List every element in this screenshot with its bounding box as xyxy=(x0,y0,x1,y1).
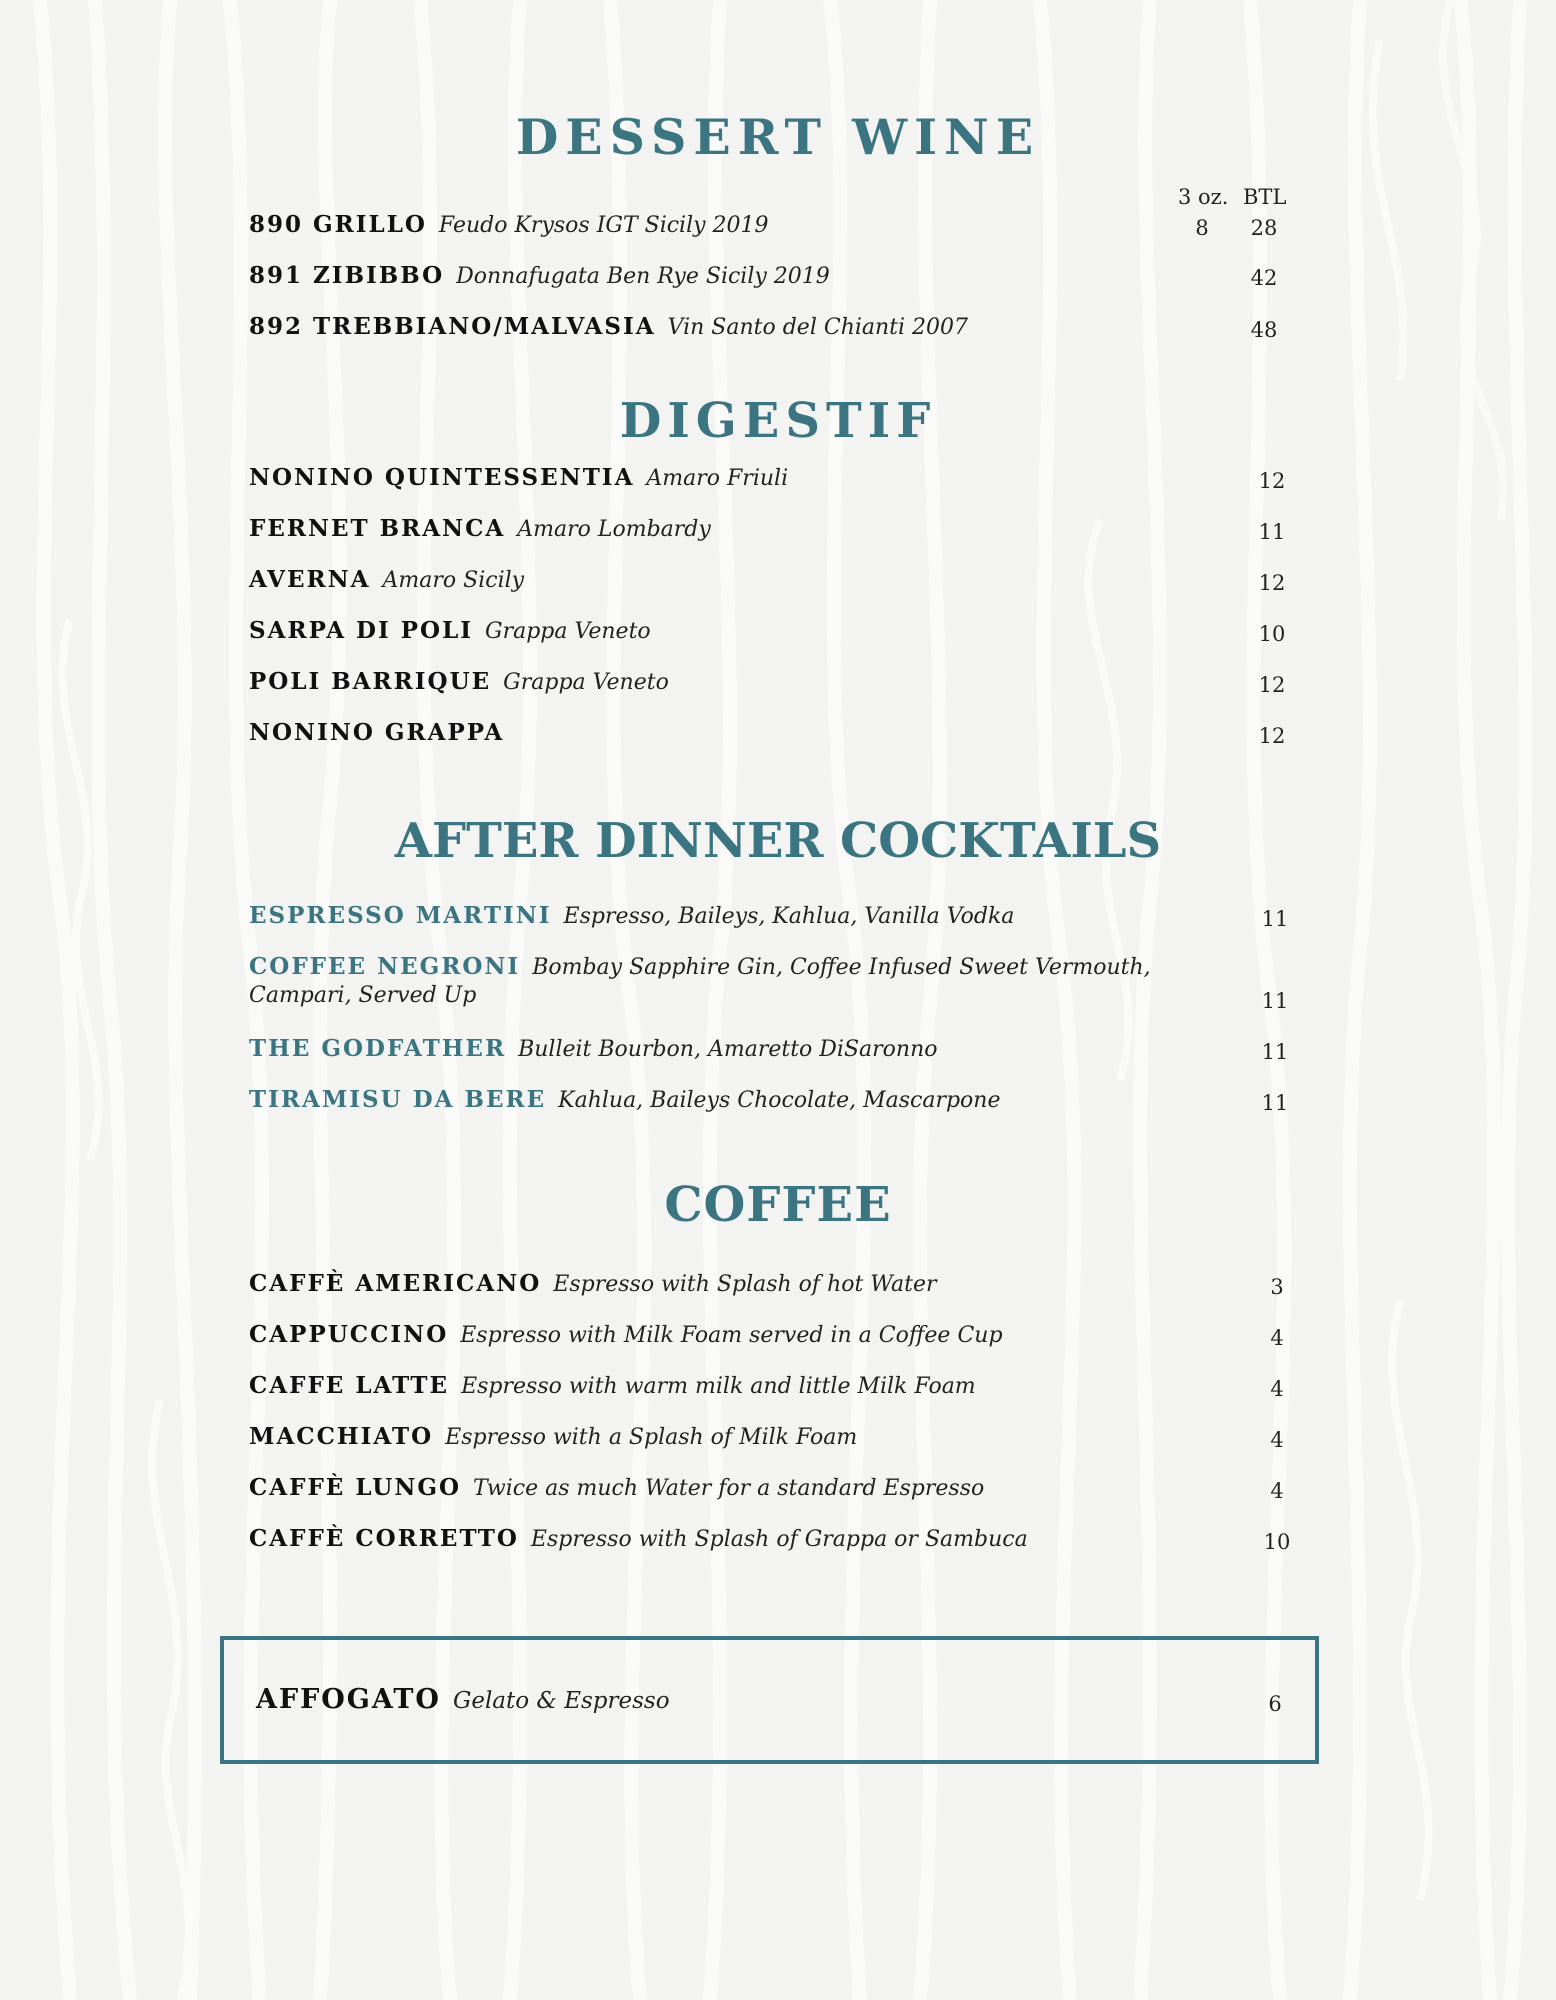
menu-item-890-grillo xyxy=(249,211,1289,251)
item-name: CAFFÈ AMERICANO xyxy=(249,1270,542,1297)
item-description: Kahlua, Baileys Chocolate, Mascarpone xyxy=(558,1088,1001,1113)
item-description: Espresso, Baileys, Kahlua, Vanilla Vodka xyxy=(563,904,1015,929)
column-header-btl: BTL xyxy=(1243,185,1287,209)
item-price: 12 xyxy=(1258,571,1286,595)
menu-item-nonino-grappa xyxy=(249,719,1289,759)
item-price: 4 xyxy=(1270,1428,1284,1452)
item-description: Feudo Krysos IGT Sicily 2019 xyxy=(438,213,769,238)
item-description: Bulleit Bourbon, Amaretto DiSaronno xyxy=(518,1037,938,1062)
section-title-dessert-wine: DESSERT WINE xyxy=(515,108,1041,166)
item-price: 12 xyxy=(1258,673,1286,697)
item-description: Gelato & Espresso xyxy=(452,1688,670,1714)
item-description: Twice as much Water for a standard Espresso xyxy=(473,1476,985,1501)
item-price: 11 xyxy=(1261,907,1289,931)
menu-item-cappuccino xyxy=(249,1321,1289,1361)
item-name: FERNET BRANCA xyxy=(249,515,506,542)
item-description: Grappa Veneto xyxy=(503,670,669,695)
menu-item-macchiato xyxy=(249,1423,1289,1463)
item-name: AVERNA xyxy=(249,566,371,593)
section-title-coffee: COFFEE xyxy=(664,1177,892,1233)
menu-item-espresso-martini xyxy=(249,902,1289,942)
item-description: Bombay Sapphire Gin, Coffee Infused Sweet Vermouth, xyxy=(532,955,1151,980)
menu-item-coffee-negroni-line2 xyxy=(249,983,1289,1023)
item-price-btl: 28 xyxy=(1250,216,1278,240)
menu-item-caffe-lungo xyxy=(249,1474,1289,1514)
menu-item-tiramisu-da-bere xyxy=(249,1086,1289,1126)
menu-item-caffe-americano xyxy=(249,1270,1289,1310)
menu-item-892-trebbiano xyxy=(249,313,1289,353)
item-description-continued: Campari, Served Up xyxy=(249,983,477,1008)
item-price: 11 xyxy=(1261,989,1289,1013)
item-name: MACCHIATO xyxy=(249,1423,434,1450)
column-header-3oz: 3 oz. xyxy=(1178,185,1229,209)
item-price-btl: 48 xyxy=(1250,318,1278,342)
item-name: NONINO GRAPPA xyxy=(249,719,505,746)
item-price-btl: 42 xyxy=(1250,266,1278,290)
item-name: NONINO QUINTESSENTIA xyxy=(249,464,635,491)
item-name: COFFEE NEGRONI xyxy=(249,953,521,980)
menu-item-sarpa-di-poli xyxy=(249,617,1289,657)
item-description: Espresso with Splash of Grappa or Sambuca xyxy=(530,1527,1028,1552)
item-name: 891 ZIBIBBO xyxy=(249,262,445,289)
item-name: CAPPUCCINO xyxy=(249,1321,449,1348)
item-name: CAFFÈ CORRETTO xyxy=(249,1525,519,1552)
menu-item-891-zibibbo xyxy=(249,262,1289,302)
item-name: THE GODFATHER xyxy=(249,1035,507,1062)
item-price: 6 xyxy=(1268,1692,1282,1716)
menu-item-caffe-latte xyxy=(249,1372,1289,1412)
item-name: CAFFE LATTE xyxy=(249,1372,450,1399)
item-price: 11 xyxy=(1261,1040,1289,1064)
item-price: 11 xyxy=(1261,1091,1289,1115)
menu-item-caffe-corretto xyxy=(249,1525,1289,1565)
item-name: SARPA DI POLI xyxy=(249,617,474,644)
item-description: Grappa Veneto xyxy=(485,619,651,644)
item-description: Amaro Lombardy xyxy=(517,517,711,542)
menu-item-fernet-branca xyxy=(249,515,1289,555)
item-description: Amaro Friuli xyxy=(646,466,789,491)
item-description: Amaro Sicily xyxy=(382,568,525,593)
item-name: POLI BARRIQUE xyxy=(249,668,492,695)
item-price: 10 xyxy=(1258,622,1286,646)
item-description: Espresso with Milk Foam served in a Coffee Cup xyxy=(460,1323,1003,1348)
item-price: 10 xyxy=(1263,1530,1291,1554)
section-title-digestif: DIGESTIF xyxy=(619,393,937,449)
item-description: Espresso with warm milk and little Milk Foam xyxy=(461,1374,976,1399)
item-price: 4 xyxy=(1270,1326,1284,1350)
item-price: 12 xyxy=(1258,724,1286,748)
item-price: 3 xyxy=(1270,1275,1284,1299)
item-name: TIRAMISU DA BERE xyxy=(249,1086,547,1113)
item-name: 892 TREBBIANO/MALVASIA xyxy=(249,313,656,340)
menu-item-affogato xyxy=(256,1684,1296,1724)
item-description: Espresso with Splash of hot Water xyxy=(553,1272,937,1297)
item-description: Espresso with a Splash of Milk Foam xyxy=(445,1425,858,1450)
item-description: Vin Santo del Chianti 2007 xyxy=(667,315,969,340)
section-title-after-dinner-cocktails: AFTER DINNER COCKTAILS xyxy=(394,813,1162,869)
menu-item-nonino-quintessentia xyxy=(249,464,1289,504)
item-name: ESPRESSO MARTINI xyxy=(249,902,552,929)
item-price-3oz: 8 xyxy=(1195,216,1209,240)
item-price: 11 xyxy=(1258,520,1286,544)
menu-item-the-godfather xyxy=(249,1035,1289,1075)
item-name: AFFOGATO xyxy=(256,1684,441,1715)
item-price: 4 xyxy=(1270,1377,1284,1401)
item-name: 890 GRILLO xyxy=(249,211,427,238)
menu-item-poli-barrique xyxy=(249,668,1289,708)
menu-item-averna xyxy=(249,566,1289,606)
item-name: CAFFÈ LUNGO xyxy=(249,1474,462,1501)
item-description: Donnafugata Ben Rye Sicily 2019 xyxy=(456,264,830,289)
item-price: 4 xyxy=(1270,1479,1284,1503)
item-price: 12 xyxy=(1258,469,1286,493)
